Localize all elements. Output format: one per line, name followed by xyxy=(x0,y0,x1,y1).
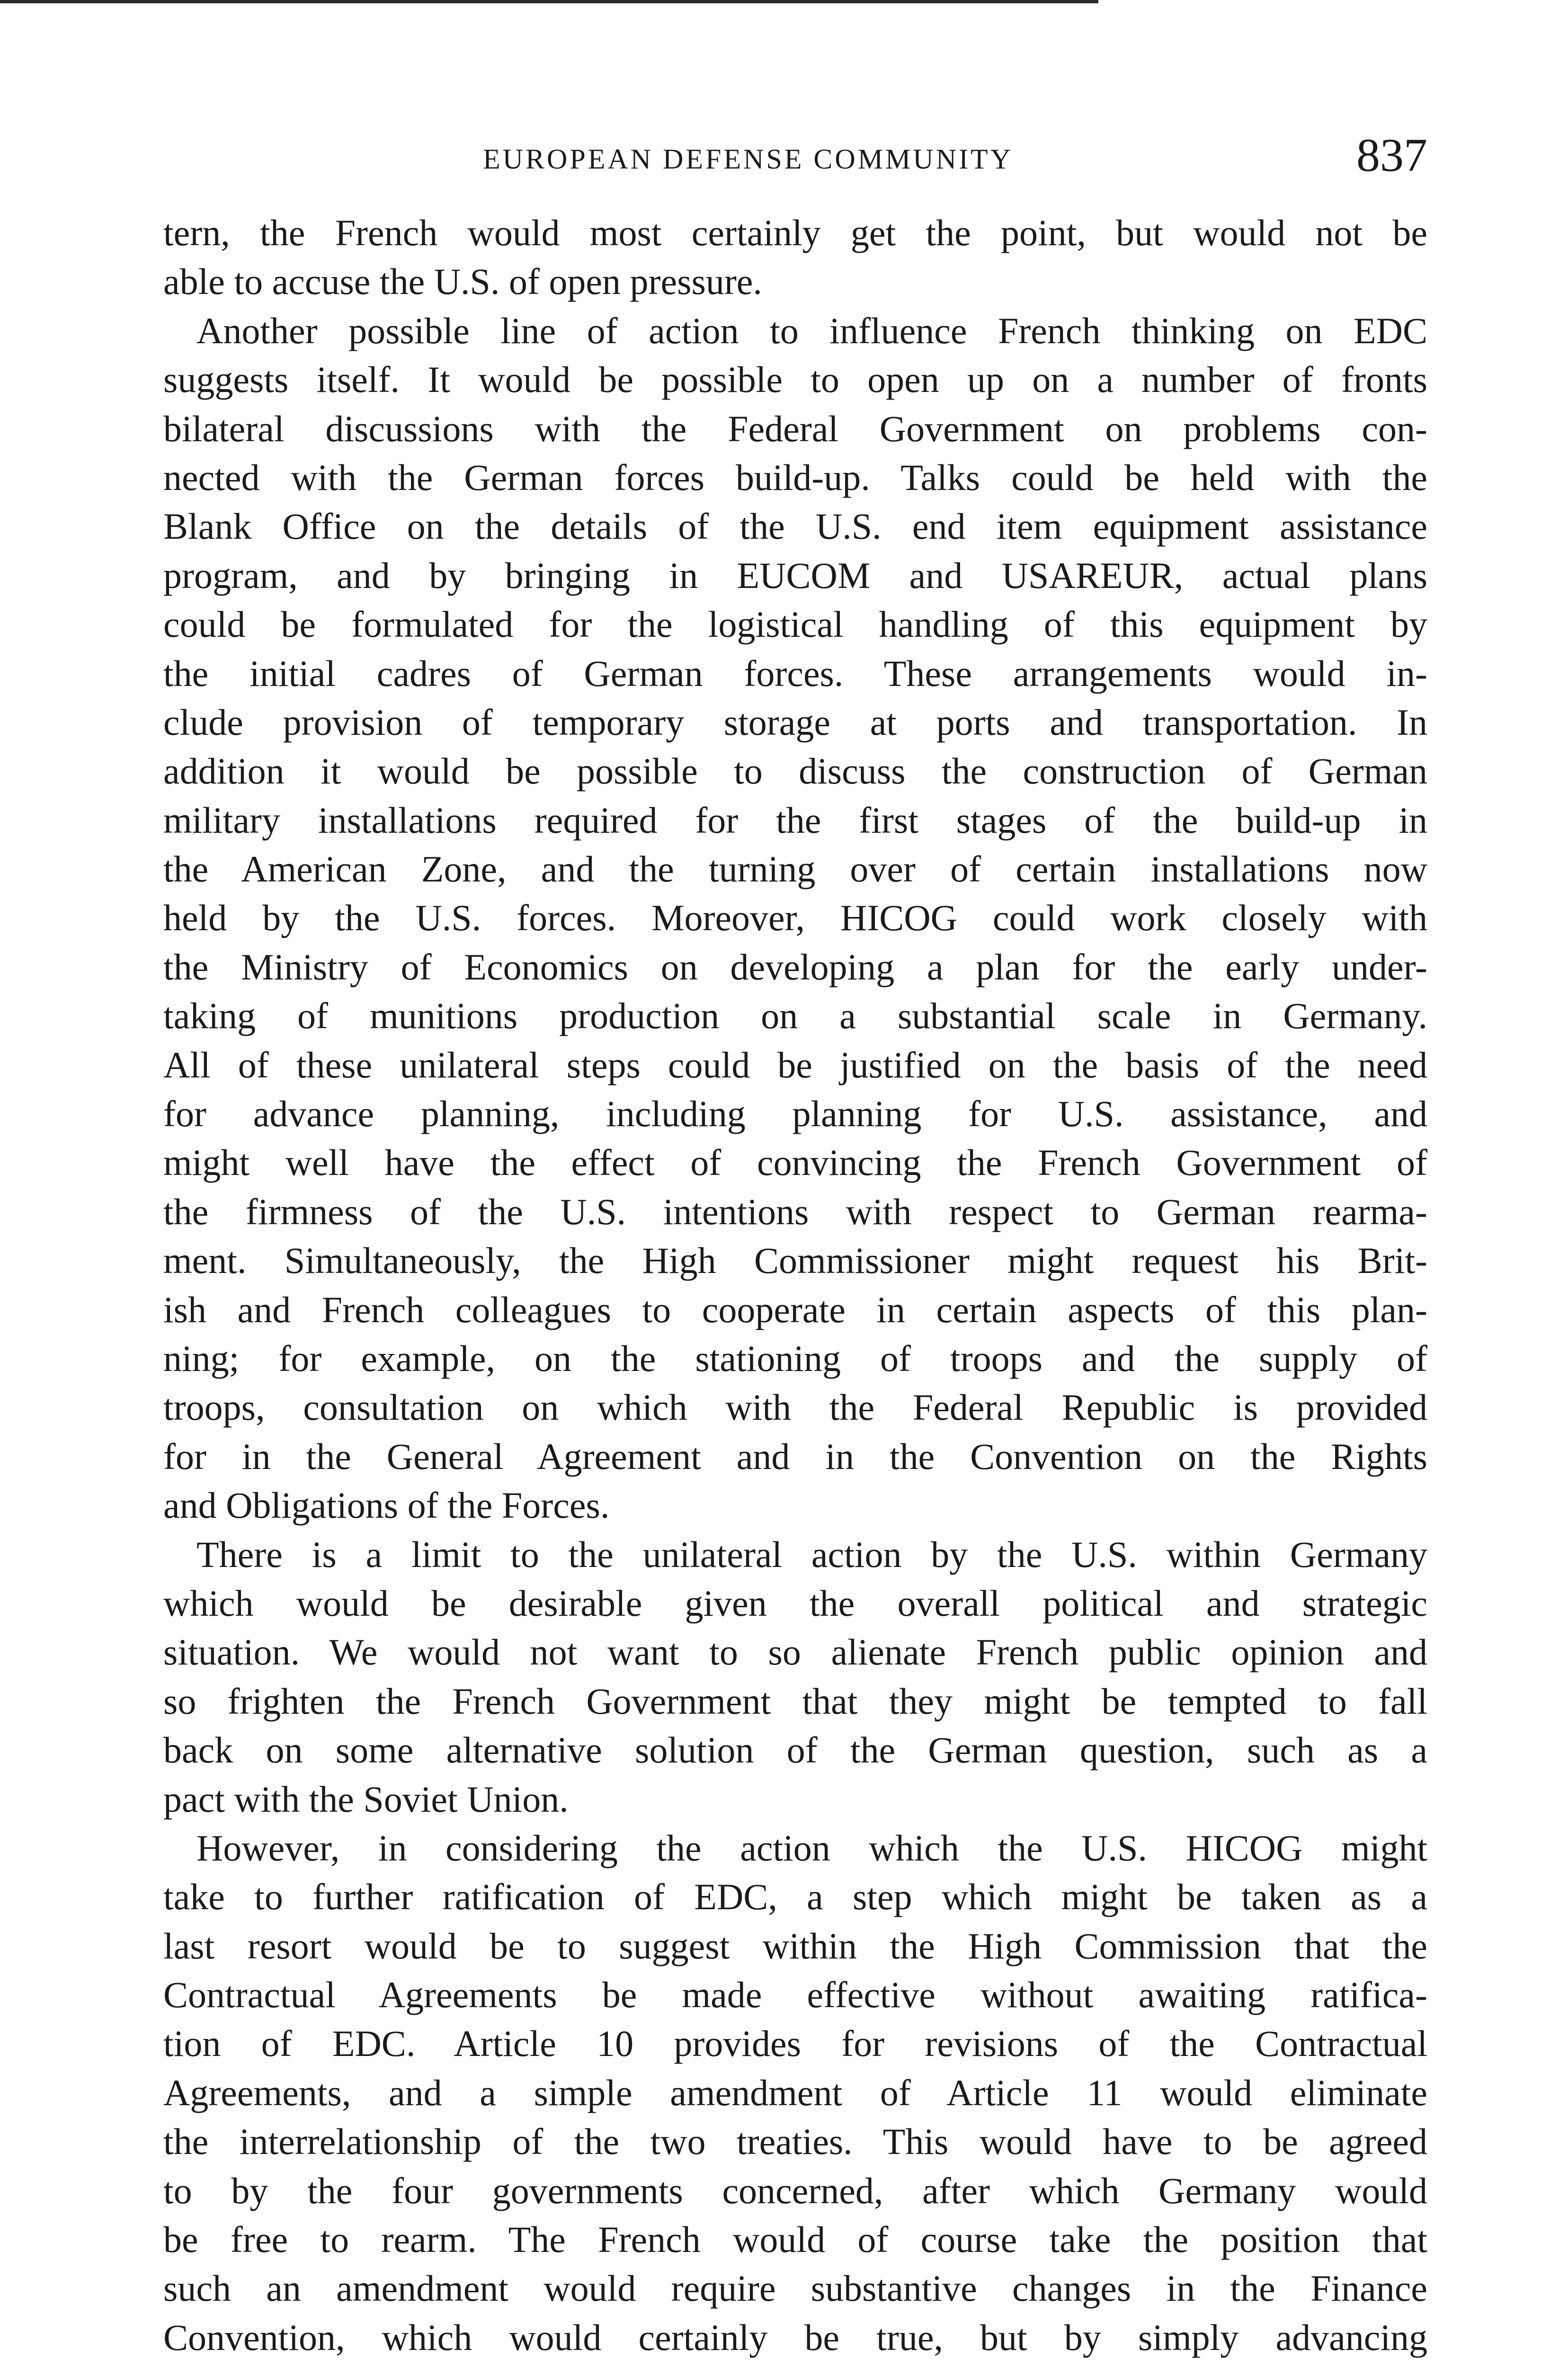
page-number: 837 xyxy=(1356,129,1427,181)
text-line: tern, the French would most certainly get the point, but would not be xyxy=(163,212,1427,253)
text-line: such an amendment would require substantive changes in the Finance xyxy=(163,2268,1427,2309)
text-line: might well have the effect of convincing the French Government of xyxy=(163,1142,1427,1184)
text-line: take to further ratification of EDC, a step which might be taken as a xyxy=(163,1876,1427,1918)
text-line: to by the four governments concerned, after which Germany would xyxy=(163,2170,1427,2211)
text-line: and Obligations of the Forces. xyxy=(163,1485,610,1526)
text-line: the Ministry of Economics on developing a plan for the early under- xyxy=(163,946,1427,988)
text-line: situation. We would not want to so alienate French public opinion and xyxy=(163,1631,1427,1673)
text-line: for advance planning, including planning for U.S. assistance, and xyxy=(163,1093,1427,1135)
text-line: could be formulated for the logistical handling of this equipment by xyxy=(163,604,1427,645)
text-line: back on some alternative solution of the German question, such as a xyxy=(163,1729,1427,1771)
text-line: so frighten the French Government that they might be tempted to fall xyxy=(163,1680,1427,1722)
text-line: clude provision of temporary storage at ports and transportation. In xyxy=(163,701,1427,743)
text-line: military installations required for the first stages of the build-up in xyxy=(163,799,1427,841)
text-line: ment. Simultaneously, the High Commissioner might request his Brit- xyxy=(163,1240,1427,1281)
text-line: Blank Office on the details of the U.S. end item equipment assistance xyxy=(163,506,1427,547)
text-line: nected with the German forces build-up. Talks could be held with the xyxy=(163,456,1427,498)
text-line: which would be desirable given the overall political and strategic xyxy=(163,1582,1427,1624)
text-line: suggests itself. It would be possible to open up on a number of fronts xyxy=(163,359,1427,400)
text-line: bilateral discussions with the Federal Government on problems con- xyxy=(163,408,1427,449)
text-line: pact with the Soviet Union. xyxy=(163,1778,569,1820)
running-head: EUROPEAN DEFENSE COMMUNITY xyxy=(483,143,1014,175)
text-line: able to accuse the U.S. of open pressure. xyxy=(163,261,762,303)
text-line: be free to rearm. The French would of course take the position that xyxy=(163,2219,1427,2260)
text-line: Convention, which would certainly be true, but by simply advancing xyxy=(163,2316,1427,2358)
text-line: taking of munitions production on a substantial scale in Germany. xyxy=(163,995,1427,1037)
text-line: the initial cadres of German forces. These arrangements would in- xyxy=(163,652,1427,694)
text-line: the interrelationship of the two treaties. This would have to be agreed xyxy=(163,2121,1427,2162)
text-line: ning; for example, on the stationing of troops and the supply of xyxy=(163,1337,1427,1379)
text-line: the firmness of the U.S. intentions with respect to German rearma- xyxy=(163,1191,1427,1232)
text-line: Agreements, and a simple amendment of Article 11 would eliminate xyxy=(163,2072,1427,2113)
text-line: tion of EDC. Article 10 provides for revisions of the Contractual xyxy=(163,2023,1427,2064)
text-line: However, in considering the action which the U.S. HICOG might xyxy=(196,1827,1427,1869)
top-rule xyxy=(0,0,1098,3)
page-header xyxy=(166,128,1427,185)
text-line: Contractual Agreements be made effective without awaiting ratifica- xyxy=(163,1974,1427,2016)
text-line: All of these unilateral steps could be justified on the basis of the need xyxy=(163,1044,1427,1086)
text-line: ish and French colleagues to cooperate in certain aspects of this plan- xyxy=(163,1289,1427,1330)
body-text xyxy=(163,208,1427,2362)
text-line: the American Zone, and the turning over of certain installations now xyxy=(163,848,1427,890)
text-line: Another possible line of action to influence French thinking on EDC xyxy=(196,310,1427,351)
text-line: There is a limit to the unilateral action by the U.S. within Germany xyxy=(196,1533,1427,1575)
text-line: addition it would be possible to discuss the construction of German xyxy=(163,750,1427,792)
text-line: last resort would be to suggest within the High Commission that the xyxy=(163,1925,1427,1967)
text-line: for in the General Agreement and in the Convention on the Rights xyxy=(163,1435,1427,1477)
text-line: troops, consultation on which with the Federal Republic is provided xyxy=(163,1387,1427,1428)
text-line: held by the U.S. forces. Moreover, HICOG could work closely with xyxy=(163,897,1427,939)
text-line: program, and by bringing in EUCOM and USAREUR, actual plans xyxy=(163,554,1427,596)
